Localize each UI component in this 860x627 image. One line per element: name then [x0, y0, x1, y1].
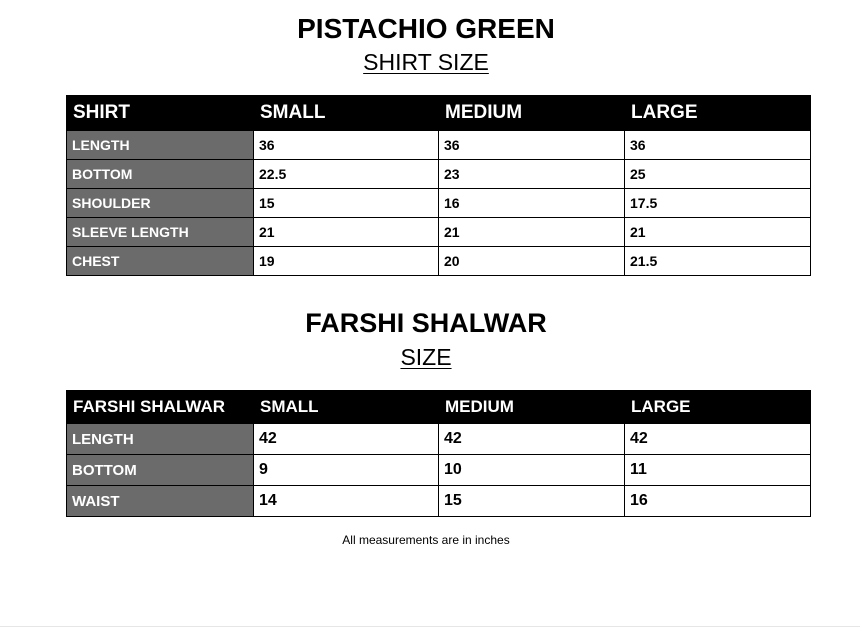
column-header-small: SMALL	[254, 391, 439, 424]
shirt-section-title: PISTACHIO GREEN	[297, 13, 555, 44]
cell-large: 16	[625, 486, 811, 517]
cell-small: 15	[254, 189, 439, 218]
row-label-sleeve-length: SLEEVE LENGTH	[67, 218, 254, 247]
table-row	[67, 486, 811, 517]
column-header-garment: SHIRT	[67, 96, 254, 131]
column-header-medium: MEDIUM	[439, 96, 625, 131]
cell-medium: 42	[439, 424, 625, 455]
cell-small: 9	[254, 455, 439, 486]
table-row	[67, 455, 811, 486]
cell-small: 22.5	[254, 160, 439, 189]
row-label-bottom: BOTTOM	[67, 160, 254, 189]
shirt-section-subtitle: SHIRT SIZE	[363, 49, 489, 75]
cell-medium: 15	[439, 486, 625, 517]
table-header-row	[67, 391, 811, 424]
cell-small: 21	[254, 218, 439, 247]
cell-large: 21.5	[625, 247, 811, 276]
table-row	[67, 247, 811, 276]
shalwar-size-table	[66, 390, 811, 517]
column-header-small: SMALL	[254, 96, 439, 131]
cell-large: 17.5	[625, 189, 811, 218]
cell-medium: 16	[439, 189, 625, 218]
row-label-bottom: BOTTOM	[67, 455, 254, 486]
cell-small: 36	[254, 131, 439, 160]
cell-medium: 21	[439, 218, 625, 247]
column-header-garment: FARSHI SHALWAR	[67, 391, 254, 424]
measurement-footnote: All measurements are in inches	[342, 533, 510, 547]
cell-medium: 23	[439, 160, 625, 189]
table-row	[67, 160, 811, 189]
column-header-large: LARGE	[625, 391, 811, 424]
shalwar-section-title: FARSHI SHALWAR	[305, 308, 547, 338]
table-row	[67, 189, 811, 218]
cell-medium: 36	[439, 131, 625, 160]
row-label-length: LENGTH	[67, 131, 254, 160]
row-label-waist: WAIST	[67, 486, 254, 517]
cell-large: 25	[625, 160, 811, 189]
table-header-row	[67, 96, 811, 131]
row-label-shoulder: SHOULDER	[67, 189, 254, 218]
cell-small: 42	[254, 424, 439, 455]
cell-small: 14	[254, 486, 439, 517]
row-label-length: LENGTH	[67, 424, 254, 455]
column-header-medium: MEDIUM	[439, 391, 625, 424]
cell-medium: 20	[439, 247, 625, 276]
cell-large: 42	[625, 424, 811, 455]
cell-medium: 10	[439, 455, 625, 486]
table-row	[67, 424, 811, 455]
table-row	[67, 131, 811, 160]
row-label-chest: CHEST	[67, 247, 254, 276]
table-row	[67, 218, 811, 247]
shalwar-section-subtitle: SIZE	[400, 344, 452, 370]
cell-large: 21	[625, 218, 811, 247]
cell-large: 36	[625, 131, 811, 160]
shirt-size-table	[66, 95, 811, 276]
cell-large: 11	[625, 455, 811, 486]
column-header-large: LARGE	[625, 96, 811, 131]
cell-small: 19	[254, 247, 439, 276]
